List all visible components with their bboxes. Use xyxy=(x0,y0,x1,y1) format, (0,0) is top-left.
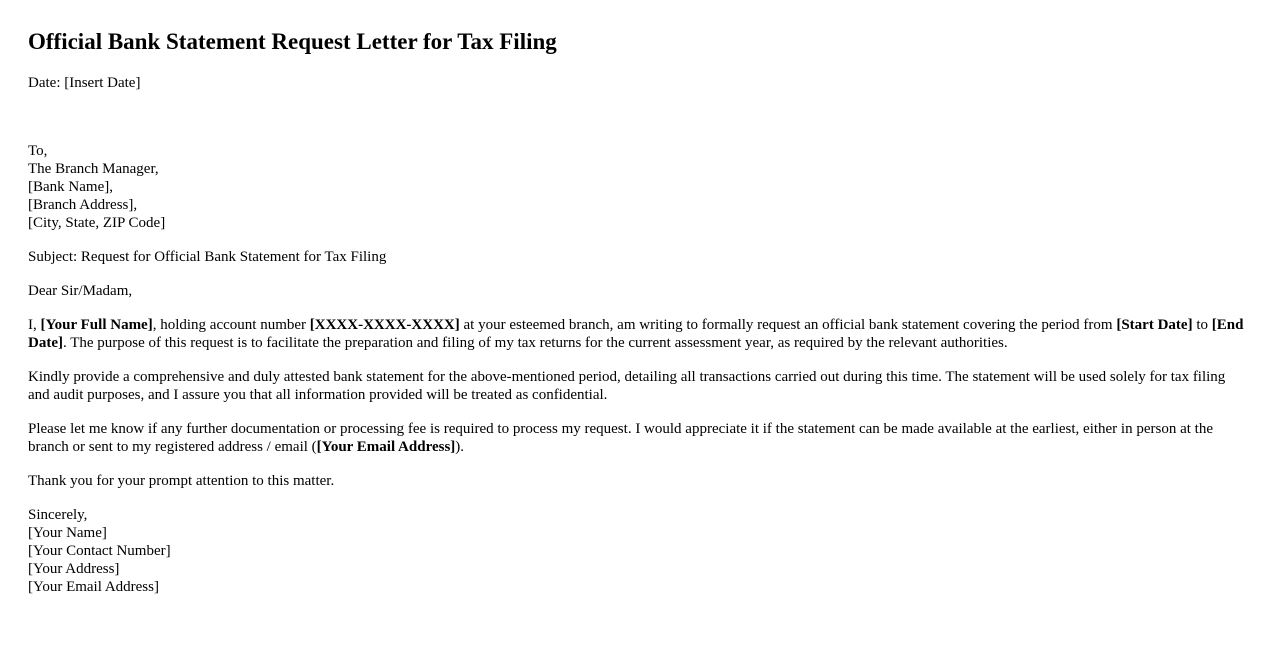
placeholder-start-date: [Start Date] xyxy=(1116,317,1193,333)
date-line: Date: [Insert Date] xyxy=(28,75,141,91)
placeholder-email-address: [Your Email Address] xyxy=(316,439,456,455)
para3-text-2: ). xyxy=(455,439,465,455)
body-paragraph-documentation xyxy=(28,420,1250,456)
recipient-bank-name: [Bank Name], xyxy=(28,179,113,195)
signature-block xyxy=(28,506,1250,596)
placeholder-account-number: [XXXX-XXXX-XXXX] xyxy=(309,317,460,333)
body-paragraph-request xyxy=(28,316,1250,352)
recipient-title: The Branch Manager, xyxy=(28,161,159,177)
subject-line: Subject: Request for Official Bank Statement for Tax Filing xyxy=(28,249,387,265)
recipient-city-state-zip: [City, State, ZIP Code] xyxy=(28,215,166,231)
recipient-to: To, xyxy=(28,143,48,159)
thank-you-line: Thank you for your prompt attention to this matter. xyxy=(28,473,335,489)
letter-title: Official Bank Statement Request Letter for Tax Filing xyxy=(28,29,557,54)
recipient-block xyxy=(28,142,1250,232)
signature-name: [Your Name] xyxy=(28,525,107,541)
signature-email: [Your Email Address] xyxy=(28,579,159,595)
signature-contact: [Your Contact Number] xyxy=(28,543,171,559)
para1-text-2: , holding account number xyxy=(152,317,310,333)
para1-text-1: I, xyxy=(28,317,41,333)
signature-closing: Sincerely, xyxy=(28,507,88,523)
placeholder-full-name: [Your Full Name] xyxy=(40,317,153,333)
para1-text-4: to xyxy=(1192,317,1212,333)
recipient-branch-address: [Branch Address], xyxy=(28,197,138,213)
para1-text-5: . The purpose of this request is to facilitate the preparation and filing of my tax returns for the current assessment year, as required by the relevant authorities. xyxy=(62,335,1008,351)
salutation: Dear Sir/Madam, xyxy=(28,283,133,299)
signature-address: [Your Address] xyxy=(28,561,120,577)
body-paragraph-details: Kindly provide a comprehensive and duly attested bank statement for the above-mentioned period, detailing all transactions carried out during this time. The statement will be used solely for tax filing and audit purposes, and I assure you that all information provided will be treated as confidential. xyxy=(28,369,1226,403)
placeholder-end-date: [End Date] xyxy=(28,317,1244,351)
para3-text-1: Please let me know if any further documentation or processing fee is required to process my request. I would appreciate it if the statement can be made available at the earliest, either in person at the branch or sent to my registered address / email ( xyxy=(28,421,1213,455)
para1-text-3: at your esteemed branch, am writing to formally request an official bank statement covering the period from xyxy=(459,317,1117,333)
